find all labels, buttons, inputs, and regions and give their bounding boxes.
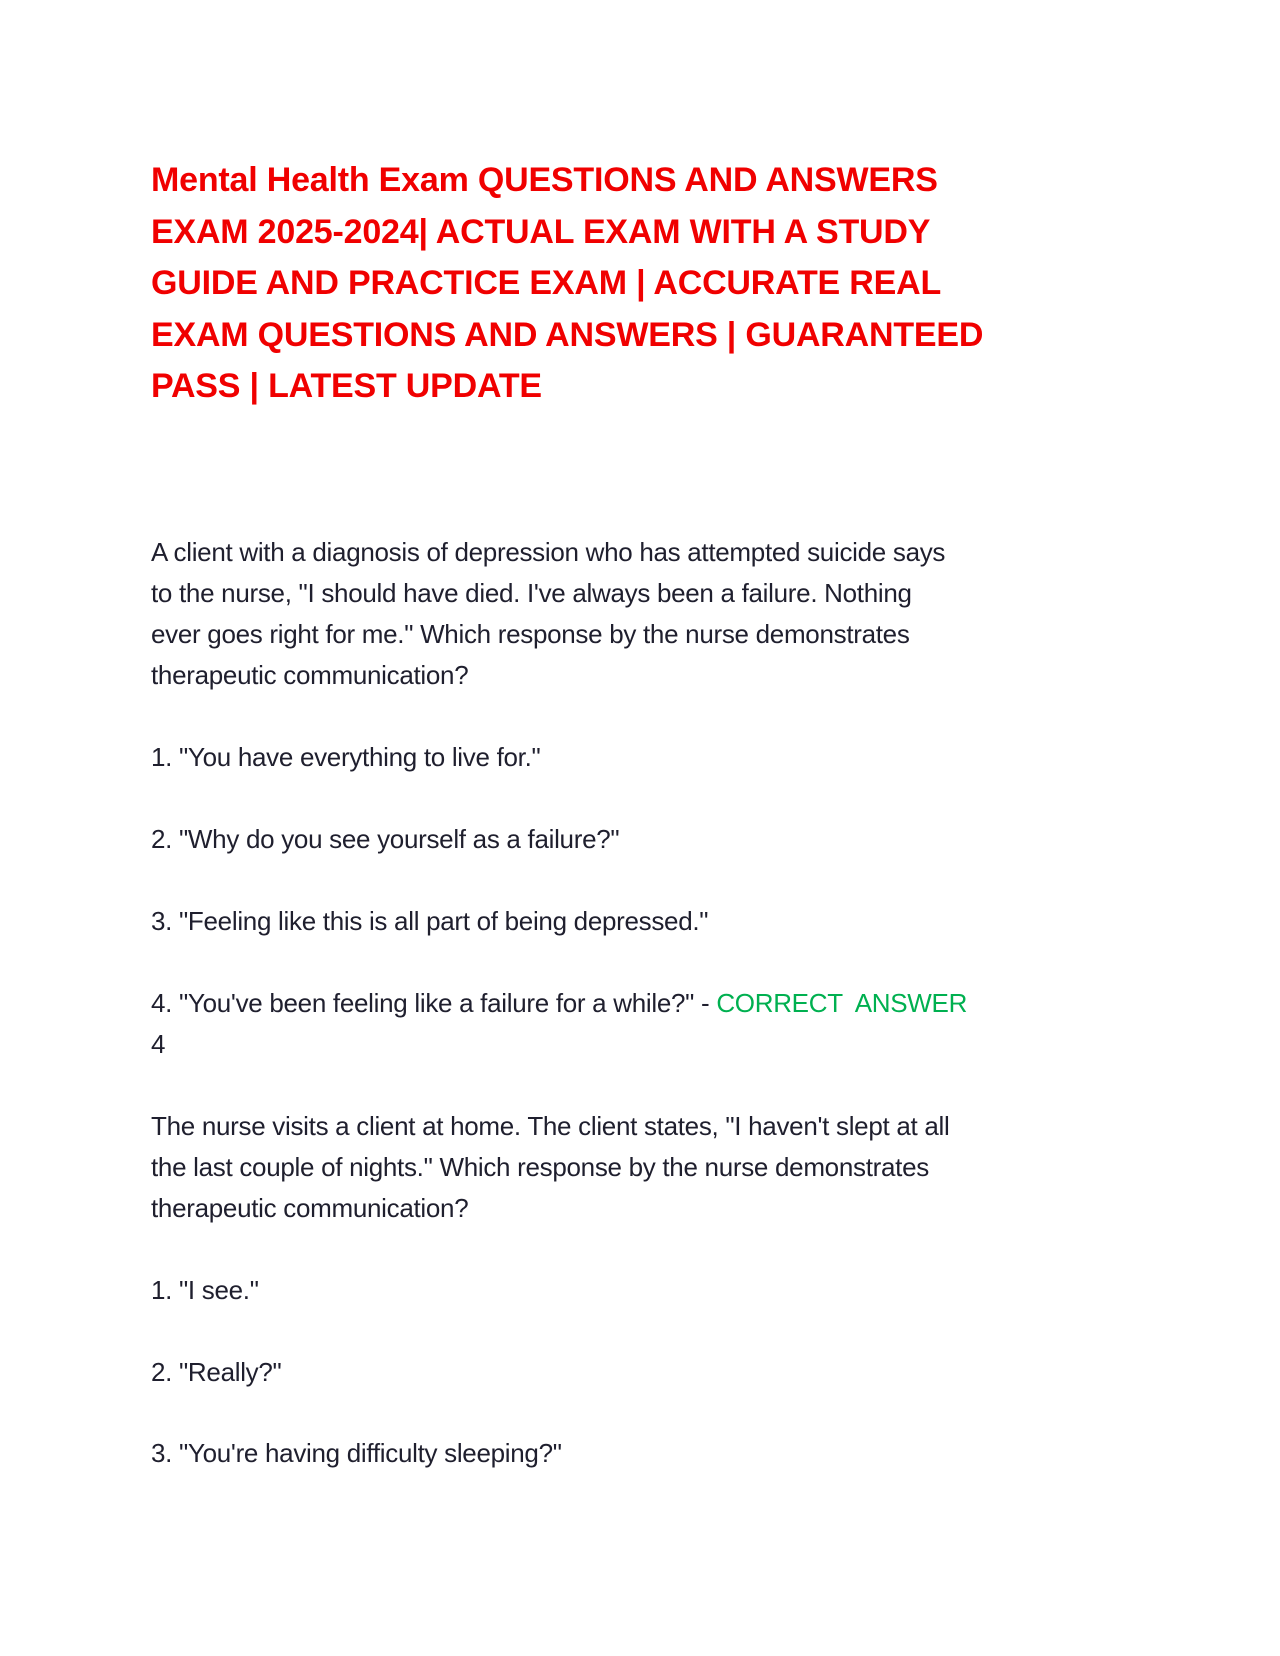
question-2-option-3: 3. "You're having difficulty sleeping?": [151, 1438, 562, 1468]
correct-answer-label: CORRECT ANSWER: [716, 988, 968, 1018]
title-line: Mental Health Exam QUESTIONS AND ANSWERS: [151, 161, 938, 199]
stem-line: the last couple of nights." Which response by the nurse demonstrates: [151, 1152, 929, 1182]
title-line: GUIDE AND PRACTICE EXAM | ACCURATE REAL: [151, 264, 942, 302]
question-1-option-2: 2. "Why do you see yourself as a failure?": [151, 824, 620, 854]
stem-line: A client with a diagnosis of depression who has attempted suicide says: [151, 537, 946, 567]
question-2-option-1: 1. "I see.": [151, 1275, 259, 1305]
stem-line: therapeutic communication?: [151, 1193, 469, 1223]
option-text: 4. "You've been feeling like a failure for a while?" -: [151, 988, 717, 1018]
stem-line: therapeutic communication?: [151, 660, 469, 690]
correct-answer-value: 4: [151, 1029, 166, 1059]
stem-line: to the nurse, "I should have died. I've always been a failure. Nothing: [151, 578, 912, 608]
question-1-option-4: [151, 983, 967, 1065]
question-1-stem: [151, 532, 945, 696]
question-1-option-1: 1. "You have everything to live for.": [151, 742, 541, 772]
stem-line: The nurse visits a client at home. The client states, "I haven't slept at all: [151, 1111, 950, 1141]
question-1-option-3: 3. "Feeling like this is all part of being depressed.": [151, 906, 709, 936]
stem-line: ever goes right for me." Which response by the nurse demonstrates: [151, 619, 910, 649]
title-line: PASS | LATEST UPDATE: [151, 367, 542, 405]
title-line: EXAM QUESTIONS AND ANSWERS | GUARANTEED: [151, 315, 984, 354]
question-2-option-2: 2. "Really?": [151, 1357, 282, 1387]
document-title: [151, 155, 983, 413]
question-2-stem: [151, 1106, 949, 1229]
title-line: EXAM 2025-2024| ACTUAL EXAM WITH A STUDY: [151, 212, 931, 251]
